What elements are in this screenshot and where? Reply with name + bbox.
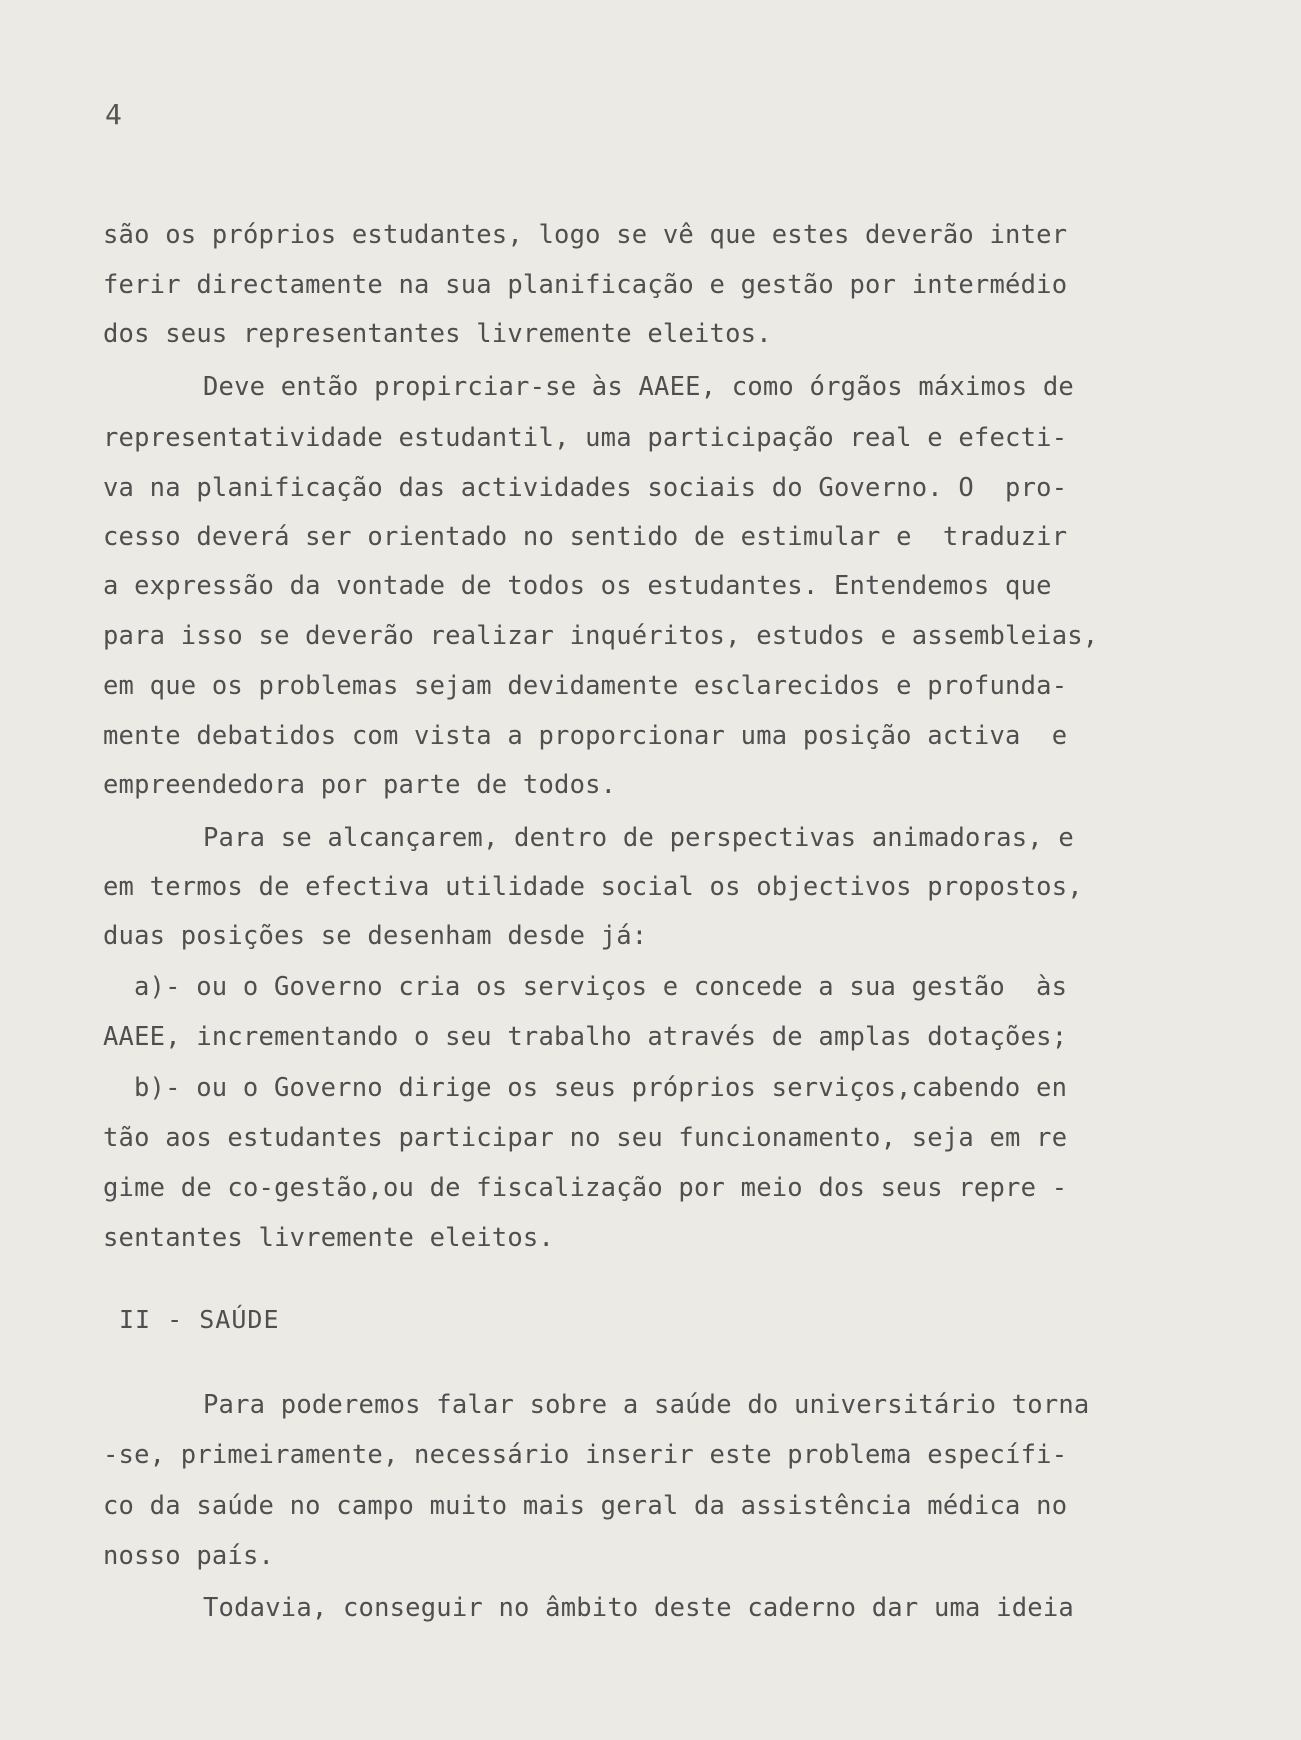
text-line: dos seus representantes livremente eleitos.	[103, 319, 772, 349]
text-line: Todavia, conseguir no âmbito deste caderno dar uma ideia	[203, 1593, 1074, 1623]
text-line: a)- ou o Governo cria os serviços e concede a sua gestão às	[134, 972, 1068, 1002]
section-heading: II - SAÚDE	[119, 1305, 280, 1334]
text-line: sentantes livremente eleitos.	[103, 1223, 555, 1253]
text-line: mente debatidos com vista a proporcionar uma posição activa e	[103, 721, 1068, 751]
text-line: para isso se deverão realizar inquéritos, estudos e assembleias,	[103, 621, 1099, 651]
text-line: Deve então propirciar-se às AAEE, como órgãos máximos de	[203, 372, 1074, 402]
text-line: em que os problemas sejam devidamente esclarecidos e profunda-	[103, 671, 1068, 701]
text-line: Para se alcançarem, dentro de perspectivas animadoras, e	[203, 823, 1074, 853]
text-line: tão aos estudantes participar no seu funcionamento, seja em re	[103, 1123, 1068, 1153]
text-line: cesso deverá ser orientado no sentido de estimular e traduzir	[103, 522, 1068, 552]
text-line: Para poderemos falar sobre a saúde do universitário torna	[203, 1390, 1090, 1420]
text-line: a expressão da vontade de todos os estudantes. Entendemos que	[103, 571, 1052, 601]
text-line: empreendedora por parte de todos.	[103, 770, 617, 800]
text-line: gime de co-gestão,ou de fiscalização por meio dos seus repre -	[103, 1173, 1068, 1203]
text-line: b)- ou o Governo dirige os seus próprios serviços,cabendo en	[134, 1073, 1068, 1103]
text-line: ferir directamente na sua planificação e gestão por intermédio	[103, 270, 1068, 300]
text-line: duas posições se desenham desde já:	[103, 921, 648, 951]
text-line: em termos de efectiva utilidade social os objectivos propostos,	[103, 872, 1083, 902]
text-line: -se, primeiramente, necessário inserir este problema específi-	[103, 1440, 1068, 1470]
text-line: co da saúde no campo muito mais geral da assistência médica no	[103, 1491, 1068, 1521]
text-line: são os próprios estudantes, logo se vê que estes deverão inter	[103, 220, 1068, 250]
text-line: nosso país.	[103, 1541, 275, 1571]
text-line: AAEE, incrementando o seu trabalho através de amplas dotações;	[103, 1022, 1068, 1052]
text-line-partial	[205, 156, 1150, 177]
text-line: va na planificação das actividades sociais do Governo. O pro-	[103, 473, 1068, 503]
text-line: representatividade estudantil, uma participação real e efecti-	[103, 423, 1068, 453]
page-number: 4	[105, 98, 122, 131]
